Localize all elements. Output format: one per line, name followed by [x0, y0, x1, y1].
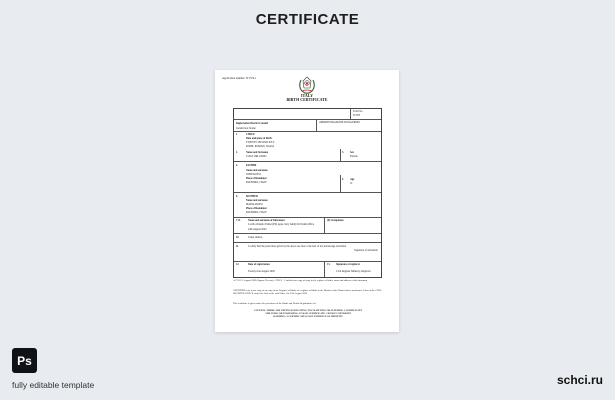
- father-residence-value: PALERMO, ITALY: [246, 181, 267, 184]
- caution-line-3: WARNING: A CERTIFICATE IS NOT EVIDENCE OF IDENTITY: [273, 315, 343, 318]
- age-value: 31: [350, 182, 353, 185]
- birth-place-value: ROME, ROMAN, ITALIA: [246, 145, 275, 148]
- father-name-value: JOHN ROSSI: [246, 173, 261, 176]
- informant-signature: Signature of informant: [354, 249, 378, 252]
- jurisdiction-text: Jurisdiction: Rome: [236, 127, 256, 130]
- age-label: Age: [350, 178, 355, 181]
- father-label: FATHER: [246, 164, 257, 167]
- child-label: CHILD: [246, 133, 255, 136]
- sex-value: Female: [350, 155, 358, 158]
- footer-provisions-note: This certificate is given under the provisions of the Births and Deaths Registration Act: [233, 302, 316, 305]
- sex-label: Sex: [350, 151, 354, 154]
- child-name-label: Name and Surname: [246, 151, 269, 154]
- form-number-value: IT-678: [353, 114, 360, 117]
- section-4-number: 4.: [236, 164, 238, 167]
- birth-date-value: TWENTY SECOND JULY: [246, 141, 275, 144]
- certificate-document: [215, 70, 399, 332]
- section-13-number: 13.: [327, 263, 331, 266]
- certification-statement: I certify that the particulars given by me above are true to the best of my knowledge and belief: [248, 245, 347, 248]
- form-number-label: Form No.: [353, 110, 364, 113]
- informant-label: Name and surname of Informant: [248, 219, 285, 222]
- informant-date: 24th August 2020: [248, 228, 267, 231]
- document-type: BIRTH CERTIFICATE: [286, 97, 328, 103]
- section-2-number: 2.: [236, 151, 238, 154]
- registration-date-value: Twenty-four August 2020: [248, 270, 275, 273]
- section-3-number: 3.: [342, 151, 344, 154]
- section-6-number: 6.: [236, 195, 238, 198]
- section-7-number: 7./8.: [236, 219, 241, 222]
- page-heading: CERTIFICATE: [255, 11, 360, 28]
- informant-value: Cecilia Orlando Father (Ptf) Apps, Italy family Rt Parish Office: [248, 223, 315, 226]
- section-5-number: 5.: [342, 178, 344, 181]
- photoshop-icon: Ps: [12, 348, 37, 373]
- mother-residence-value: PALERMO, ITALY: [246, 211, 267, 214]
- country-name: ITALY: [300, 93, 313, 98]
- section-11-number: 11.: [236, 245, 240, 248]
- usual-address-label: Usual address: [248, 236, 263, 239]
- caution-line-1: CAUTION: THERE ARE OFFENCES RELATING TO FALSIFYING OR ALTERING A CERTIFICATE: [253, 309, 363, 312]
- certificate-title: [215, 94, 399, 103]
- occupation-label: (9) Occupation: [327, 219, 344, 222]
- father-name-label: Name and surname: [246, 169, 268, 172]
- mother-residence-label: Place of Residence:: [246, 207, 268, 210]
- editable-template-tagline: fully editable template: [12, 380, 95, 390]
- mother-label: MOTHER: [246, 195, 258, 198]
- section-10-number: 10.: [236, 236, 240, 239]
- registrar-value: Civil Register Ministry, Registrar: [336, 270, 371, 273]
- section-1-number: 1.: [236, 133, 238, 136]
- mother-name-value: MARIA ROSSI: [246, 203, 263, 206]
- father-residence-label: Place of Residence:: [246, 177, 268, 180]
- brand-name: schci.ru: [556, 373, 603, 387]
- emblem-icon: [298, 74, 316, 94]
- registrar-signature-label: Signature of registrar: [336, 263, 360, 266]
- registration-district-label: Registration District Council: [236, 122, 268, 125]
- birth-date-place-label: Date and place of birth:: [246, 137, 273, 140]
- certificate-form-grid: [233, 108, 382, 278]
- registration-date-label: Date of registration: [248, 263, 270, 266]
- footer-act-note: ACT OF 1 August 1989 (Oppose Decreto) - ITALY - Certified true copy of entry in the register of births, name and address of the informant: [233, 279, 368, 282]
- footer-certified-note: CERTIFIED to be a true copy of an entry in the Register of Births of a register of Births in the District of the District above mentioned. Given at the CIVIL REGISTER OFFICE, under the Seal of the said Office, the 27th August 2020: [233, 289, 382, 295]
- mother-name-label: Name and surname: [246, 199, 268, 202]
- registration-office-value: AMMINISTRAZIONE DI PALERMO: [319, 121, 360, 124]
- child-name-value: LUIGI ORLANDO: [246, 155, 267, 158]
- section-12-number: 12.: [236, 263, 240, 266]
- application-number: Application number: IT1574-1: [222, 77, 257, 80]
- caution-line-2: AND USING OR POSSESSING A FALSE CERTIFICATE. CROWN COPYRIGHT: [265, 312, 351, 315]
